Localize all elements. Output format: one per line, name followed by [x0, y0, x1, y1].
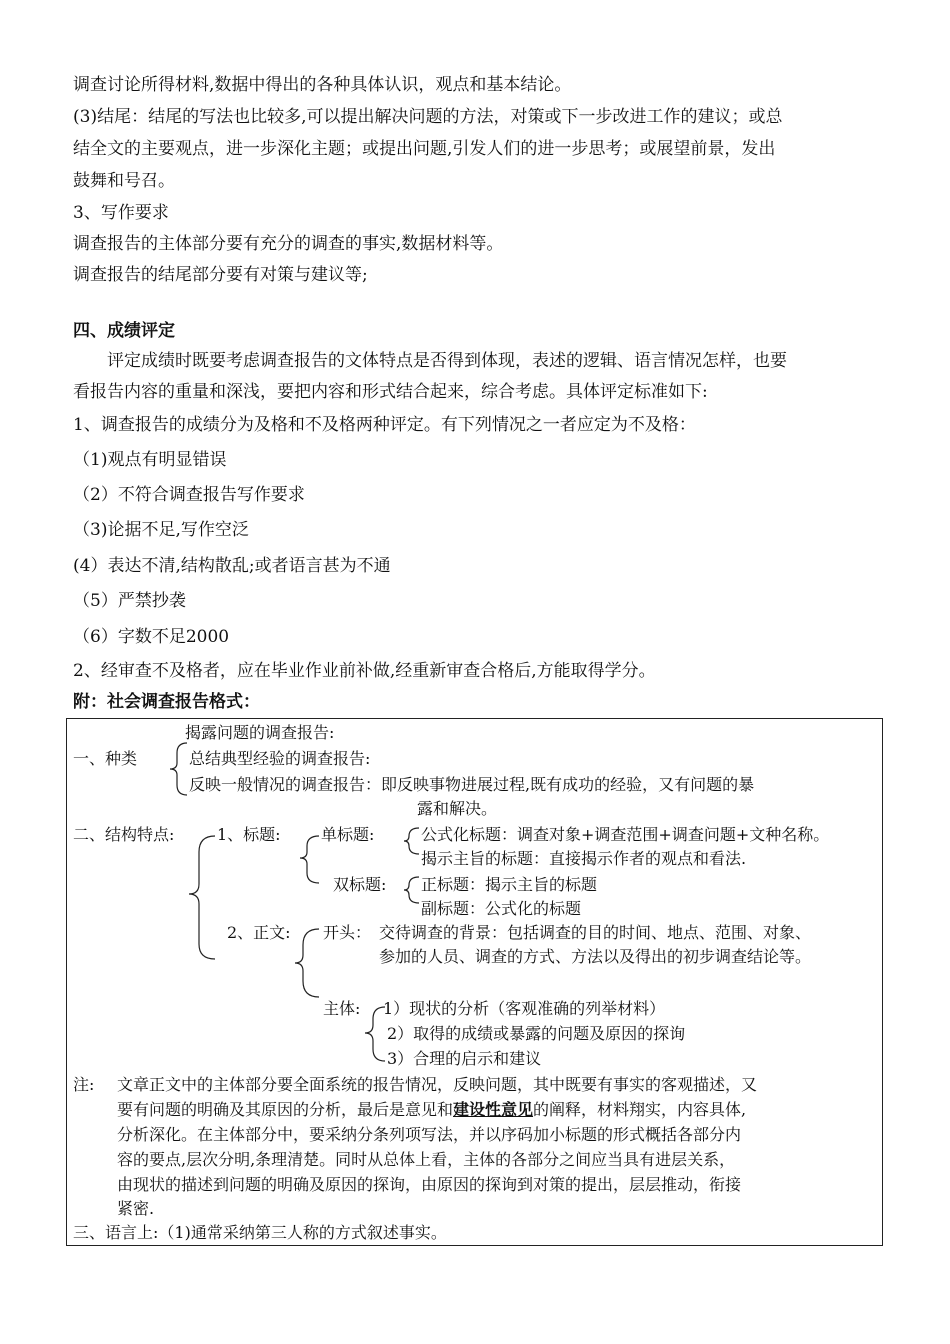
- sub-title: 副标题：公式化的标题: [421, 899, 582, 918]
- note-label: 注:: [73, 1075, 95, 1094]
- text-line: (3)结尾：结尾的写法也比较多,可以提出解决问题的方法，对策或下一步改进工作的建议；或总: [73, 107, 783, 127]
- type-item: 揭露问题的调查报告:: [185, 723, 335, 742]
- main-part-label: 主体:: [323, 999, 361, 1018]
- title-label: 1、标题:: [217, 825, 281, 844]
- paragraph-line: 看报告内容的重量和深浅，要把内容和形式结合起来，综合考虑。具体评定标准如下:: [73, 382, 708, 402]
- text-line: 鼓舞和号召。: [73, 171, 175, 191]
- theme-title: 揭示主旨的标题：直接揭示作者的观点和看法.: [421, 849, 747, 868]
- types-label: 一、种类: [73, 749, 138, 768]
- main-part-item: 1）现状的分析（客观准确的列举材料）: [383, 999, 666, 1018]
- text-line: 结全文的主要观点，进一步深化主题；或提出问题,引发人们的进一步思考；或展望前景，发出: [73, 139, 776, 159]
- opening-text: 交待调查的背景：包括调查的目的时间、地点、范围、对象、: [379, 923, 812, 942]
- criteria-item: （1)观点有明显错误: [73, 450, 227, 470]
- main-title: 正标题：揭示主旨的标题: [421, 875, 598, 894]
- rule-item: 1、调查报告的成绩分为及格和不及格两种评定。有下列情况之一者应定为不及格：: [73, 415, 696, 435]
- language-line: 三、语言上:（1)通常采纳第三人称的方式叙述事实。: [73, 1223, 447, 1242]
- type-item: 反映一般情况的调查报告：即反映事物进展过程,既有成功的经验，又有问题的暴: [189, 775, 755, 794]
- paragraph-line: 评定成绩时既要考虑调查报告的文体特点是否得到体现，表述的逻辑、语言情况怎样，也要: [107, 351, 787, 371]
- note-line: 容的要点,层次分明,条理清楚。同时从总体上看，主体的各部分之间应当具有进层关系，: [117, 1150, 736, 1169]
- double-title-label: 双标题:: [333, 875, 387, 894]
- rule-item: 2、经审查不及格者，应在毕业作业前补做,经重新审查合格后,方能取得学分。: [73, 661, 656, 681]
- emphasis-text: 建设性意见: [453, 1100, 534, 1119]
- section-heading: 四、成绩评定: [73, 321, 175, 341]
- text-line: 调查报告的结尾部分要有对策与建议等;: [73, 265, 368, 285]
- criteria-item: （6）字数不足2000: [73, 627, 230, 647]
- criteria-item: （2）不符合调查报告写作要求: [73, 485, 305, 505]
- note-text: 要有问题的明确及其原因的分析，最后是意见和: [117, 1100, 454, 1119]
- opening-text: 参加的人员、调查的方式、方法以及得出的初步调查结论等。: [379, 947, 812, 966]
- text-line: 3、写作要求: [73, 203, 169, 223]
- type-item-cont: 露和解决。: [417, 799, 498, 818]
- note-line: 分析深化。在主体部分中，要采纳分条列项写法，并以序码加小标题的形式概括各部分内: [117, 1125, 742, 1144]
- main-part-item: 3）合理的启示和建议: [387, 1049, 542, 1068]
- criteria-item: (4）表达不清,结构散乱;或者语言甚为不通: [73, 556, 391, 576]
- note-line: 文章正文中的主体部分要全面系统的报告情况，反映问题，其中既要有事实的客观描述，又: [117, 1075, 758, 1094]
- type-item: 总结典型经验的调查报告:: [189, 749, 371, 768]
- formula-title: 公式化标题：调查对象+调查范围+调查问题+文种名称。: [421, 825, 830, 844]
- criteria-item: （5）严禁抄袭: [73, 591, 186, 611]
- single-title-label: 单标题:: [321, 825, 375, 844]
- main-part-item: 2）取得的成绩或暴露的问题及原因的探询: [387, 1024, 686, 1043]
- criteria-item: （3)论据不足,写作空泛: [73, 520, 249, 540]
- structure-label: 二、结构特点:: [73, 825, 175, 844]
- report-format-box: [66, 718, 883, 1246]
- body-label: 2、正文:: [227, 923, 291, 942]
- opening-label: 开头：: [323, 923, 372, 942]
- note-text: 的阐释，材料翔实，内容具体,: [533, 1100, 747, 1119]
- appendix-heading: 附：社会调查报告格式：: [73, 692, 260, 712]
- text-line: 调查讨论所得材料,数据中得出的各种具体认识，观点和基本结论。: [73, 75, 572, 95]
- text-line: 调查报告的主体部分要有充分的调查的事实,数据材料等。: [73, 234, 504, 254]
- note-line: [117, 1100, 746, 1120]
- note-line: 紧密.: [117, 1199, 155, 1218]
- note-line: 由现状的描述到问题的明确及原因的探询，由原因的探询到对策的提出，层层推动，衔接: [117, 1175, 742, 1194]
